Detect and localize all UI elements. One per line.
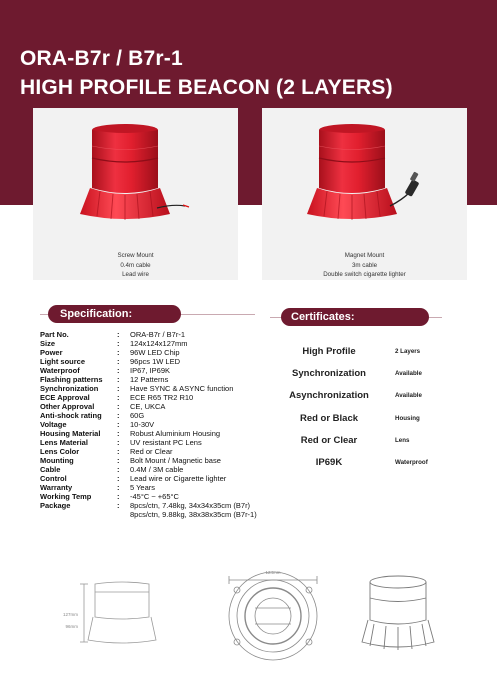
spec-separator: : (117, 474, 120, 483)
spec-value: Have SYNC & ASYNC function (130, 384, 234, 393)
certificate-value: Lens (395, 436, 410, 444)
side-view-drawing (80, 582, 156, 643)
spec-value: 96W LED Chip (130, 348, 180, 357)
spec-value: 5 Years (130, 483, 156, 492)
certificate-label: Synchronization (292, 368, 366, 380)
spec-label: Package (40, 501, 71, 510)
spec-label: Flashing patterns (40, 375, 103, 384)
spec-separator: : (117, 330, 120, 339)
specification-heading: Specification: (48, 305, 181, 323)
width-dimension-label: 124mm (265, 570, 281, 575)
certificate-label: Red or Black (299, 412, 359, 424)
perspective-drawing (362, 576, 434, 650)
spec-value: 60G (130, 411, 145, 420)
spec-value: ORA-B7r / B7r-1 (130, 330, 186, 339)
caption-line: 0.4m cable (120, 261, 151, 269)
caption-line: Magnet Mount (344, 252, 385, 259)
product-caption-screw-mount (33, 251, 238, 280)
spec-value: 8pcs/ctn, 7.48kg, 34x34x35cm (B7r) (130, 501, 251, 510)
spec-label: Working Temp (40, 492, 92, 501)
spec-separator: : (117, 429, 120, 438)
certificate-value: Housing (395, 414, 420, 422)
spec-value: 0.4M / 3M cable (130, 465, 184, 474)
spec-value: Robust Aluminium Housing (130, 429, 221, 438)
spec-separator: : (117, 501, 120, 510)
certificate-value: Available (395, 370, 422, 378)
certificate-row (270, 413, 450, 433)
spec-value: UV resistant PC Lens (130, 438, 202, 447)
spec-separator: : (117, 357, 120, 366)
spec-label: Cable (40, 465, 61, 474)
spec-label: Lens Color (40, 447, 80, 456)
spec-label: Part No. (40, 330, 69, 339)
spec-separator: : (117, 447, 120, 456)
spec-label: Synchronization (40, 384, 99, 393)
caption-line: Screw Mount (117, 252, 154, 259)
spec-separator: : (117, 393, 120, 402)
certificate-row (270, 346, 450, 366)
spec-value: ECE R65 TR2 R10 (130, 393, 194, 402)
product-code-title: ORA-B7r / B7r-1 (20, 47, 183, 70)
spec-separator: : (117, 438, 120, 447)
product-name-title: HIGH PROFILE BEACON (2 LAYERS) (20, 76, 393, 99)
spec-separator: : (117, 492, 120, 501)
spec-separator: : (117, 483, 120, 492)
spec-separator: : (117, 339, 120, 348)
spec-label: Voltage (40, 420, 67, 429)
spec-value: 10-30V (130, 420, 155, 429)
spec-value: IP67, IP69K (130, 366, 171, 375)
beacon-photo-magnet (262, 108, 467, 248)
spec-separator: : (117, 402, 120, 411)
spec-separator: : (117, 348, 120, 357)
certificate-value: 2 Layers (395, 348, 421, 355)
spec-label: Other Approval (40, 402, 95, 411)
spec-value: Bolt Mount / Magnetic base (130, 456, 221, 465)
certificate-label: Red or Clear (300, 434, 358, 446)
spec-label: Waterproof (40, 366, 80, 375)
certificate-row (270, 368, 450, 388)
caption-line: Lead wire (122, 271, 149, 278)
certificate-label: Asynchronization (289, 390, 369, 402)
spec-separator: : (117, 420, 120, 429)
spec-separator: : (117, 375, 120, 384)
beacon-photo-screw (33, 108, 238, 248)
spec-label: Housing Material (40, 429, 101, 438)
certificate-row (270, 435, 450, 455)
spec-separator: : (117, 465, 120, 474)
spec-value: CE, UKCA (130, 402, 166, 411)
spec-label: Power (40, 348, 63, 357)
spec-label: Size (40, 339, 56, 348)
certificate-row (270, 457, 450, 477)
spec-value: 96pcs 1W LED (130, 357, 181, 366)
certificate-label: IP69K (315, 457, 343, 468)
spec-label: Mounting (40, 456, 74, 465)
product-card-screw-mount (33, 108, 238, 280)
spec-separator: : (117, 411, 120, 420)
spec-separator: : (117, 366, 120, 375)
technical-drawings (0, 560, 497, 700)
spec-value: Red or Clear (130, 447, 173, 456)
spec-value: 12 Patterns (130, 375, 169, 384)
spec-label: Control (40, 474, 67, 483)
spec-value: 124x124x127mm (130, 339, 188, 348)
base-dimension-label: 96mm (65, 624, 78, 629)
certificate-value: Available (395, 392, 422, 400)
spec-value: -45°C ~ +65°C (130, 492, 179, 501)
spec-separator: : (117, 456, 120, 465)
spec-label: Anti-shock rating (40, 411, 102, 420)
product-card-magnet-mount (262, 108, 467, 280)
caption-line: Double switch cigarette lighter (323, 271, 406, 278)
spec-value: 8pcs/ctn, 9.88kg, 38x38x35cm (B7r-1) (130, 510, 257, 519)
spec-label: ECE Approval (40, 393, 90, 402)
spec-value: Lead wire or Cigarette lighter (130, 474, 227, 483)
certificates-heading: Certificates: (281, 308, 429, 326)
spec-label: Lens Material (40, 438, 88, 447)
height-dimension-label: 127mm (62, 612, 78, 617)
caption-line: 3m cable (351, 261, 378, 269)
top-view-drawing (229, 572, 317, 660)
certificate-label: High Profile (302, 346, 356, 357)
certificate-value: Waterproof (395, 459, 428, 466)
product-caption-magnet-mount (262, 251, 467, 280)
spec-separator: : (117, 384, 120, 393)
spec-label: Warranty (40, 483, 73, 492)
spec-label: Light source (40, 357, 86, 366)
certificate-row (270, 390, 450, 410)
